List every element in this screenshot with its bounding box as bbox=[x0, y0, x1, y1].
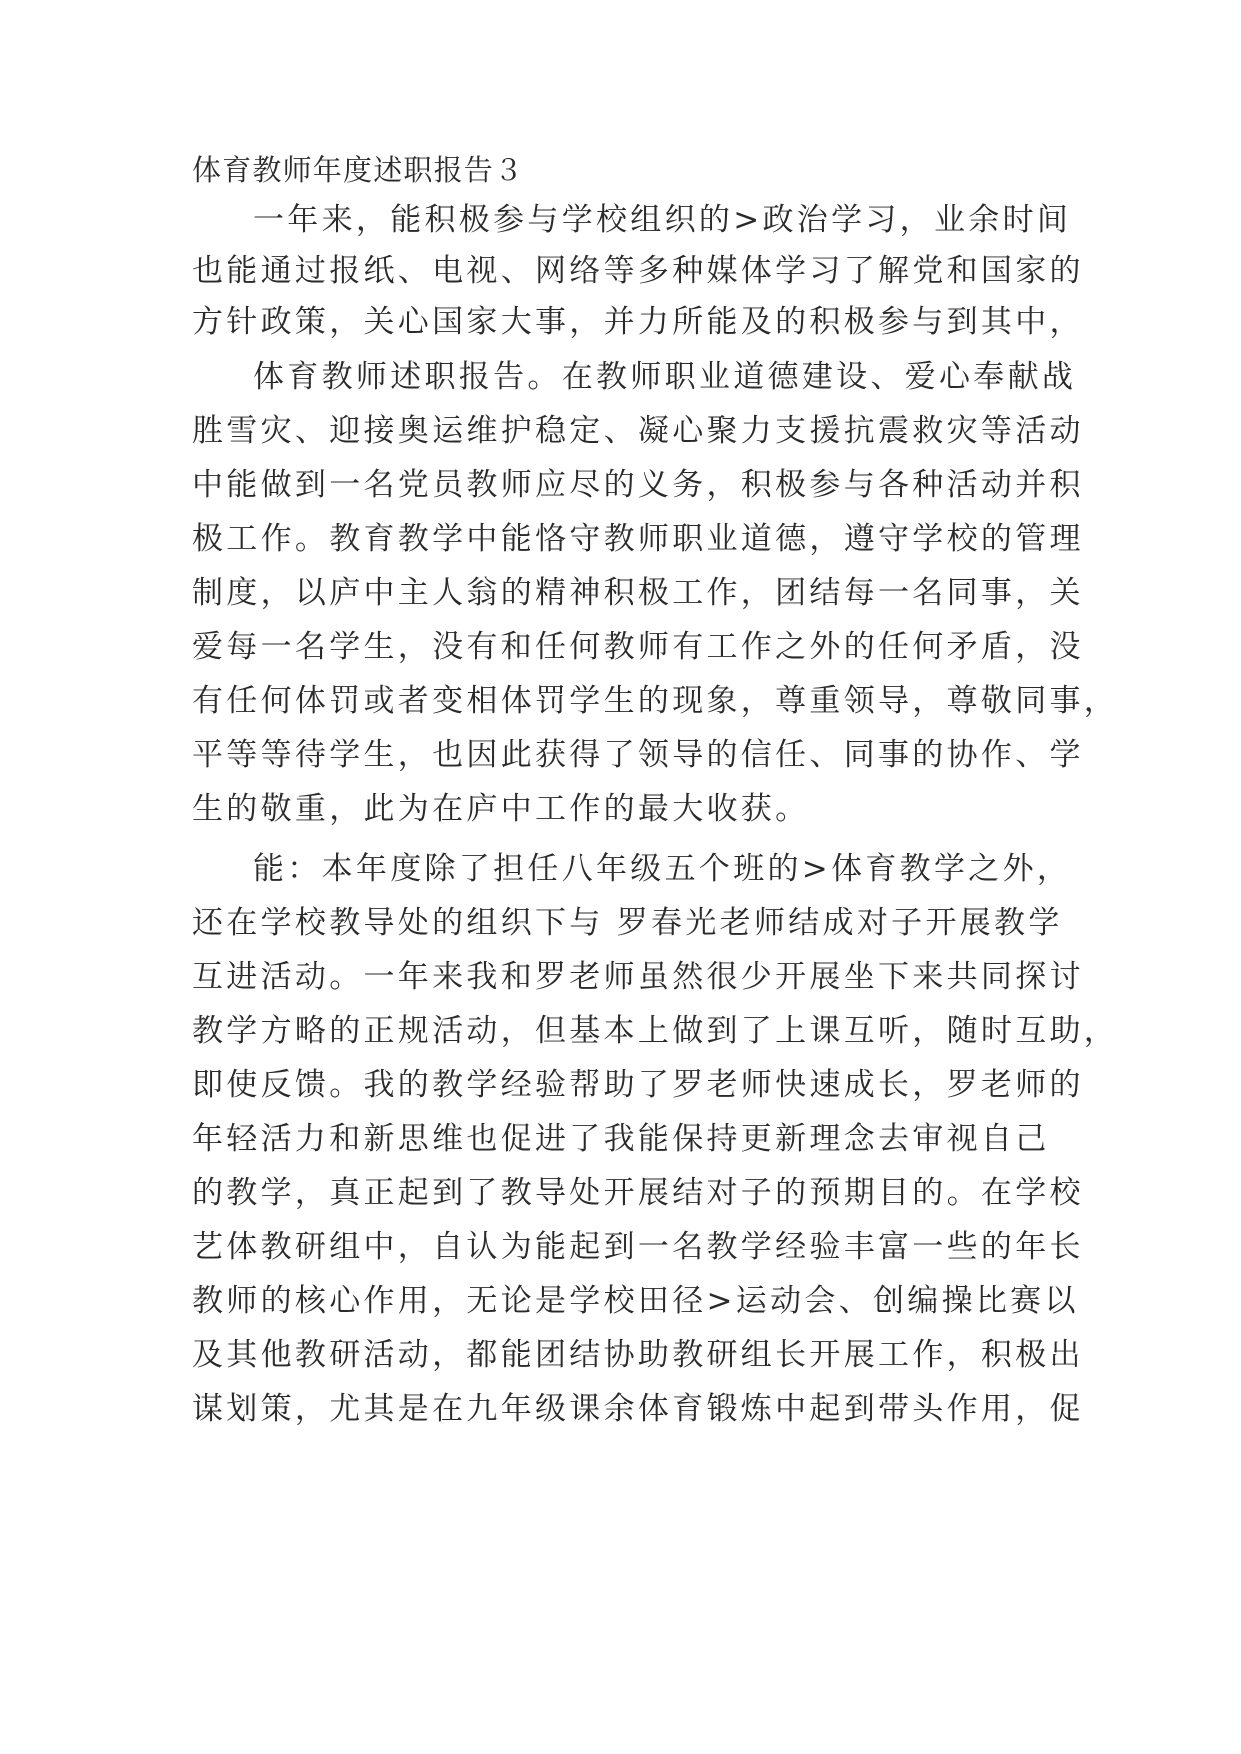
paragraph-line: 年轻活力和新思维也促进了我能保持更新理念去审视自己 bbox=[192, 1121, 1050, 1157]
paragraph-line: 体育教师述职报告。在教师职业道德建设、爱心奉献战 bbox=[253, 359, 1077, 395]
paragraph-line: 的教学，真正起到了教导处开展结对子的预期目的。在学校 bbox=[192, 1175, 1084, 1211]
paragraph-line: 也能通过报纸、电视、网络等多种媒体学习了解党和国家的 bbox=[192, 253, 1084, 289]
paragraph-line: 制度，以庐中主人翁的精神积极工作，团结每一名同事，关 bbox=[192, 575, 1084, 611]
paragraph-line: 还在学校教导处的组织下与 罗春光老师结成对子开展教学 bbox=[192, 905, 1063, 941]
paragraph-line: 教学方略的正规活动，但基本上做到了上课互听，随时互助， bbox=[192, 1013, 1119, 1049]
paragraph-line: 平等等待学生，也因此获得了领导的信任、同事的协作、学 bbox=[192, 737, 1084, 773]
paragraph-line: 方针政策，关心国家大事，并力所能及的积极参与到其中， bbox=[192, 304, 1084, 340]
document-title: 体育教师年度述职报告３ bbox=[192, 153, 525, 187]
paragraph-line: 爱每一名学生，没有和任何教师有工作之外的任何矛盾，没 bbox=[192, 629, 1084, 665]
paragraph-line: 极工作。教育教学中能恪守教师职业道德，遵守学校的管理 bbox=[192, 521, 1084, 557]
paragraph-line: 互进活动。一年来我和罗老师虽然很少开展坐下来共同探讨 bbox=[192, 959, 1084, 995]
paragraph-line: 即使反馈。我的教学经验帮助了罗老师快速成长，罗老师的 bbox=[192, 1067, 1084, 1103]
paragraph-line: 教师的核心作用，无论是学校田径>运动会、创编操比赛以 bbox=[192, 1283, 1079, 1319]
paragraph-line: 艺体教研组中，自认为能起到一名教学经验丰富一些的年长 bbox=[192, 1229, 1084, 1265]
paragraph-line: 能：本年度除了担任八年级五个班的>体育教学之外， bbox=[253, 851, 1072, 887]
paragraph-line: 及其他教研活动，都能团结协助教研组长开展工作，积极出 bbox=[192, 1337, 1084, 1373]
paragraph-line: 生的敬重，此为在庐中工作的最大收获。 bbox=[192, 791, 810, 827]
paragraph-line: 一年来，能积极参与学校组织的>政治学习，业余时间 bbox=[253, 202, 1072, 238]
paragraph-line: 有任何体罚或者变相体罚学生的现象，尊重领导，尊敬同事， bbox=[192, 683, 1119, 719]
paragraph-line: 谋划策，尤其是在九年级课余体育锻炼中起到带头作用，促 bbox=[192, 1391, 1084, 1427]
paragraph-line: 中能做到一名党员教师应尽的义务，积极参与各种活动并积 bbox=[192, 467, 1084, 503]
paragraph-line: 胜雪灾、迎接奥运维护稳定、凝心聚力支援抗震救灾等活动 bbox=[192, 413, 1084, 449]
